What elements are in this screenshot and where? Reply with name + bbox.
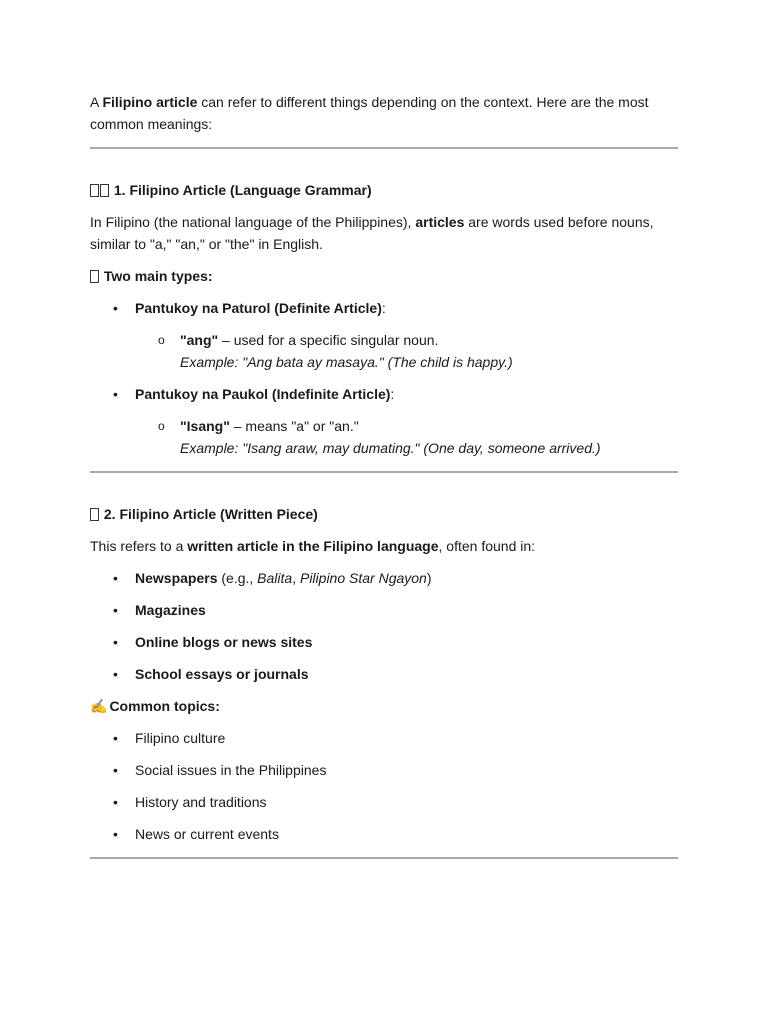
sub-list — [90, 329, 678, 373]
section1-heading: 1. Filipino Article (Language Grammar) — [90, 179, 678, 201]
missing-glyph-icon — [100, 184, 109, 197]
list-item: • Online blogs or news sites — [90, 631, 678, 653]
intro-term: Filipino article — [102, 94, 198, 110]
divider — [90, 471, 678, 473]
document-body — [90, 91, 678, 859]
topics-label: ✍ Common topics: — [90, 695, 678, 717]
types-label: Two main types: — [90, 265, 678, 287]
list-item: o "Isang" – means "a" or "an." Example: "Isang araw, may dumating." (One day, someone arrived.) — [90, 415, 678, 459]
missing-glyph-icon — [90, 270, 99, 283]
list-item: • News or current events — [90, 823, 678, 845]
sources-list — [90, 567, 678, 685]
list-item: • Magazines — [90, 599, 678, 621]
article-types-list — [90, 297, 678, 319]
writing-hand-icon: ✍ — [90, 698, 108, 714]
list-item: • Filipino culture — [90, 727, 678, 749]
intro-paragraph: A Filipino article can refer to different things depending on the context. Here are the most common meanings: — [90, 94, 649, 132]
list-item: o "ang" – used for a specific singular noun. Example: "Ang bata ay masaya." (The child is happy.) — [90, 329, 678, 373]
list-item: • Pantukoy na Paturol (Definite Article): — [90, 297, 678, 319]
list-item: • School essays or journals — [90, 663, 678, 685]
missing-glyph-icon — [90, 508, 99, 521]
divider — [90, 147, 678, 149]
topics-list — [90, 727, 678, 845]
sub-list — [90, 415, 678, 459]
missing-glyph-icon — [90, 184, 99, 197]
section2-paragraph: This refers to a written article in the Filipino language, often found in: — [90, 538, 536, 554]
section2-heading: 2. Filipino Article (Written Piece) — [90, 503, 678, 525]
article-types-list — [90, 383, 678, 405]
list-item: • Newspapers (e.g., Balita, Pilipino Star Ngayon) — [90, 567, 678, 589]
section1-paragraph: In Filipino (the national language of the Philippines), articles are words used before nouns, similar to "a," "an," or "the" in English. — [90, 214, 654, 252]
divider — [90, 857, 678, 859]
list-item: • Pantukoy na Paukol (Indefinite Article): — [90, 383, 678, 405]
list-item: • History and traditions — [90, 791, 678, 813]
list-item: • Social issues in the Philippines — [90, 759, 678, 781]
